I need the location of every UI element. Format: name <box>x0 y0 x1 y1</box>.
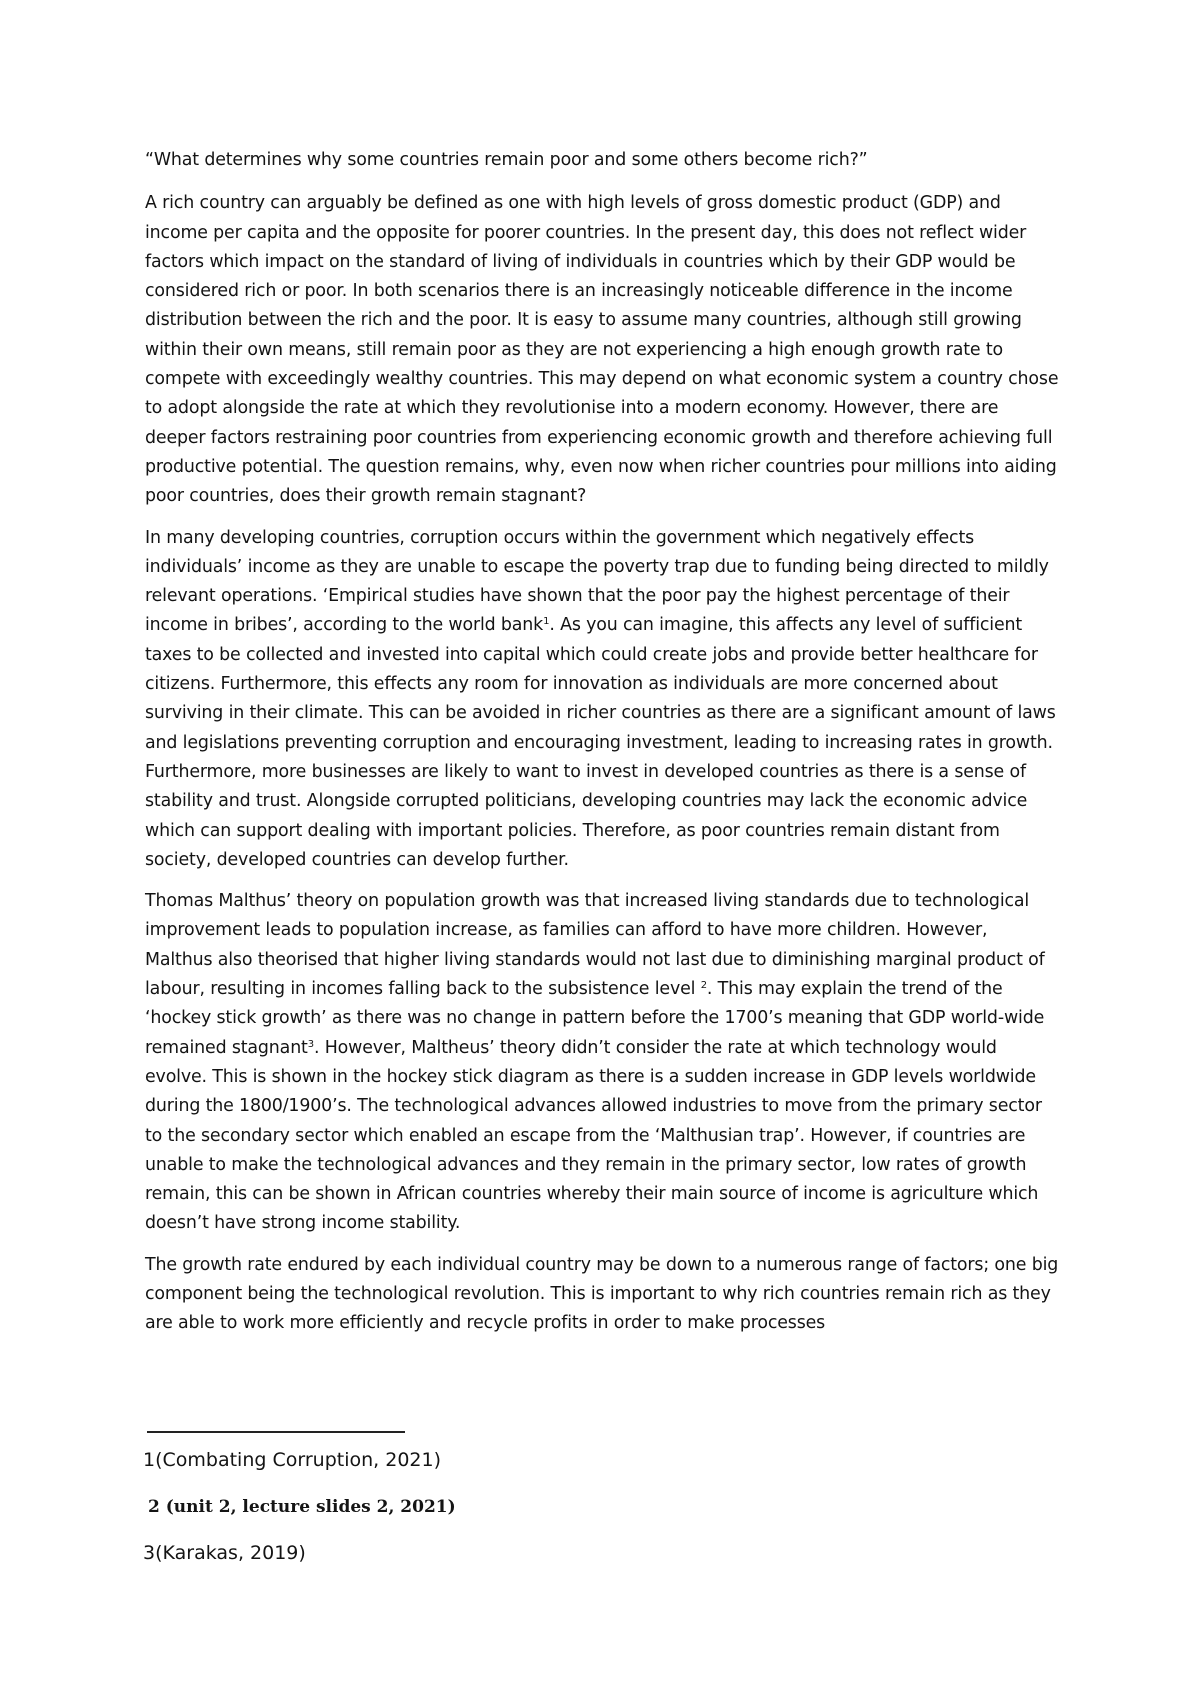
paragraph-2 <box>145 524 1060 876</box>
footnote-ref-3[interactable]: 3 <box>307 1038 314 1050</box>
paragraph-1-text: A rich country can arguably be defined as one with high levels of gross domestic product (GDP) and income per capita and the opposite for poorer countries. In the present day, this does not reflect wider factors which impact on the standard of living of individuals in countries which by their GDP would be considered rich or poor. In both scenarios there is an increasingly noticeable difference in the income distribution between the rich and the poor. It is easy to assume many countries, although still growing within their own means, still remain poor as they are not experiencing a high enough growth rate to compete with exceedingly wealthy countries. This may depend on what economic system a country chose to adopt alongside the rate at which they revolutionise into a modern economy. However, there are deeper factors restraining poor countries from experiencing economic growth and therefore achieving full productive potential. The question remains, why, even now when richer countries pour millions into aiding poor countries, does their growth remain stagnant? <box>145 193 1059 507</box>
paragraph-4-text: The growth rate endured by each individual country may be down to a numerous range of factors; one big component being the technological revolution. This is important to why rich countries remain rich as they are able to work more efficiently and recycle profits in order to make processes <box>145 1254 1059 1334</box>
footnote-1-number: 1 <box>143 1449 156 1471</box>
footnote-2 <box>148 1497 456 1517</box>
paragraph-1 <box>145 189 1060 511</box>
paragraph-2-text-b: . As you can imagine, this affects any level of sufficient taxes to be collected and invested into capital which could create jobs and provide better healthcare for citizens. Furthermore, this effects any room for innovation as individuals are more concerned about surviving in their climate. This can be avoided in richer countries as there are a significant amount of laws and legislations preventing corruption and encouraging investment, leading to increasing rates in growth. Furthermore, more businesses are likely to want to invest in developed countries as there is a sense of stability and trust. Alongside corrupted politicians, developing countries may lack the economic advice which can support dealing with important policies. Therefore, as poor countries remain distant from society, developed countries can develop further. <box>145 615 1056 870</box>
paragraph-3-text-c: . However, Maltheus’ theory didn’t consider the rate at which technology would evolve. This is shown in the hockey stick diagram as there is a sudden increase in GDP levels worldwide during the 1800/1900’s. The technological advances allowed industries to move from the primary sector to the secondary sector which enabled an escape from the ‘Malthusian trap’. However, if countries are unable to make the technological advances and they remain in the primary sector, low rates of growth remain, this can be shown in African countries whereby their main source of income is agriculture which doesn’t have strong income stability. <box>145 1037 1042 1234</box>
footnote-3-text: (Karakas, 2019) <box>155 1542 306 1564</box>
paragraph-2-text-a: In many developing countries, corruption occurs within the government which negatively effects individuals’ income as they are unable to escape the poverty trap due to funding being directed to mildly relevant operations. ‘Empirical studies have shown that the poor pay the highest percentage of their income in bribes’, according to the world bank <box>145 527 1049 636</box>
footnote-1-text: (Combating Corruption, 2021) <box>155 1449 442 1471</box>
footnote-3 <box>143 1542 306 1564</box>
footnote-ref-2[interactable]: 2 <box>700 980 707 992</box>
paragraph-4 <box>145 1251 1060 1339</box>
essay-question: “What determines why some countries remain poor and some others become rich?” <box>145 150 868 170</box>
paragraph-3-text-a: Thomas Malthus’ theory on population growth was that increased living standards due to technological improvement leads to population increase, as families can afford to have more children. However, Malthus also theorised that higher living standards would not last due to diminishing marginal product of labour, resulting in incomes falling back to the subsistence level <box>145 891 1045 1000</box>
footnote-1 <box>143 1449 441 1471</box>
footnote-separator <box>147 1431 405 1433</box>
paragraph-3-text-b: . This may explain the trend of the ‘hockey stick growth’ as there was no change in pattern before the 1700’s meaning that GDP world-wide remained stagnant <box>145 979 1045 1058</box>
paragraph-3 <box>145 887 1060 1239</box>
footnote-3-number: 3 <box>143 1542 156 1564</box>
footnote-ref-1[interactable]: 1 <box>543 616 550 628</box>
footnote-2-number: 2 <box>148 1497 160 1517</box>
footnote-2-text: (unit 2, lecture slides 2, 2021) <box>165 1497 456 1517</box>
document-body <box>145 146 1060 1351</box>
